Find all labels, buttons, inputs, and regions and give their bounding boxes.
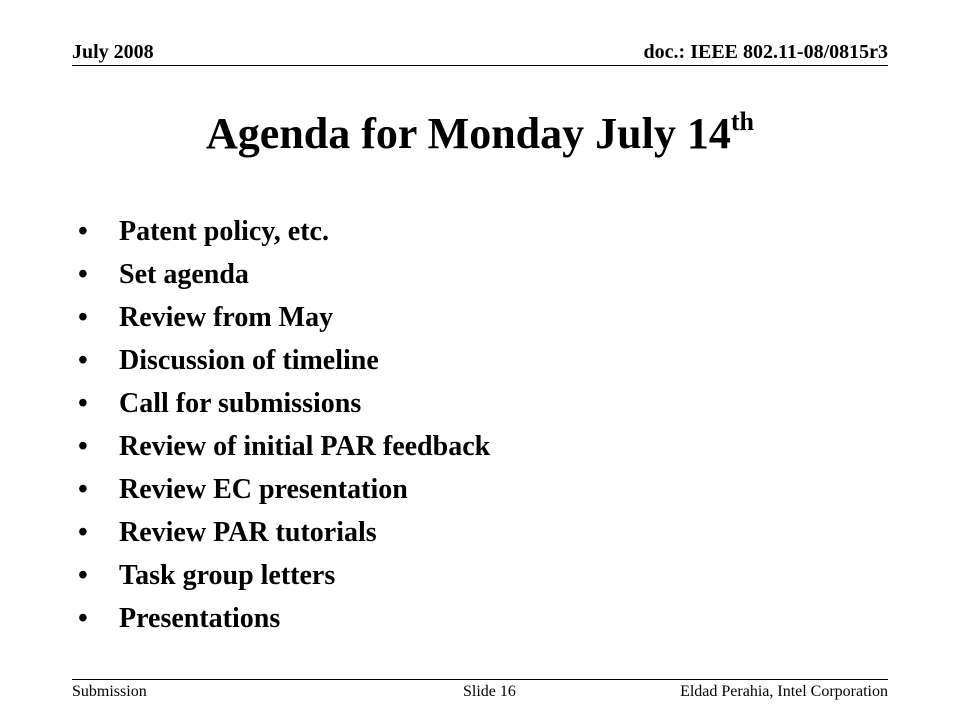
agenda-item-label: Presentations bbox=[119, 603, 281, 634]
agenda-item-label: Patent policy, etc. bbox=[119, 216, 329, 247]
bullet-icon: • bbox=[78, 603, 88, 634]
bullet-icon: • bbox=[78, 474, 88, 505]
agenda-item-patent-policy bbox=[78, 210, 490, 253]
agenda-item-set-agenda bbox=[78, 253, 490, 296]
footer-divider bbox=[72, 679, 888, 680]
header-divider bbox=[72, 65, 888, 66]
bullet-icon: • bbox=[78, 216, 88, 247]
agenda-item-task-group-letters bbox=[78, 554, 490, 597]
footer-slide-number: Slide 16 bbox=[463, 683, 516, 700]
bullet-icon: • bbox=[78, 302, 88, 333]
agenda-item-label: Discussion of timeline bbox=[119, 345, 379, 376]
bullet-icon: • bbox=[78, 259, 88, 290]
slide-title bbox=[0, 106, 960, 168]
agenda-item-call-for-submissions bbox=[78, 382, 490, 425]
bullet-icon: • bbox=[78, 345, 88, 376]
bullet-icon: • bbox=[78, 431, 88, 462]
agenda-item-presentations bbox=[78, 597, 490, 640]
footer-submission: Submission bbox=[72, 683, 147, 700]
header-doc-id: doc.: IEEE 802.11-08/0815r3 bbox=[643, 41, 888, 63]
agenda-item-ec-presentation bbox=[78, 468, 490, 511]
agenda-item-label: Review of initial PAR feedback bbox=[119, 431, 491, 462]
bullet-icon: • bbox=[78, 388, 88, 419]
agenda-item-timeline bbox=[78, 339, 490, 382]
agenda-item-label: Review PAR tutorials bbox=[119, 517, 377, 548]
agenda-item-par-feedback bbox=[78, 425, 490, 468]
slide-title-text: Agenda for Monday July 14 bbox=[206, 109, 731, 158]
agenda-item-par-tutorials bbox=[78, 511, 490, 554]
agenda-item-label: Set agenda bbox=[119, 259, 249, 290]
agenda-item-label: Review EC presentation bbox=[119, 474, 408, 505]
agenda-item-label: Review from May bbox=[119, 302, 334, 333]
slide-title-ordinal-suffix: th bbox=[730, 107, 754, 136]
agenda-list bbox=[78, 210, 490, 640]
agenda-item-label: Call for submissions bbox=[119, 388, 362, 419]
bullet-icon: • bbox=[78, 560, 88, 591]
footer-author: Eldad Perahia, Intel Corporation bbox=[680, 683, 888, 700]
agenda-item-review-from-may bbox=[78, 296, 490, 339]
agenda-item-label: Task group letters bbox=[119, 560, 336, 591]
header-date: July 2008 bbox=[72, 41, 154, 63]
bullet-icon: • bbox=[78, 517, 88, 548]
